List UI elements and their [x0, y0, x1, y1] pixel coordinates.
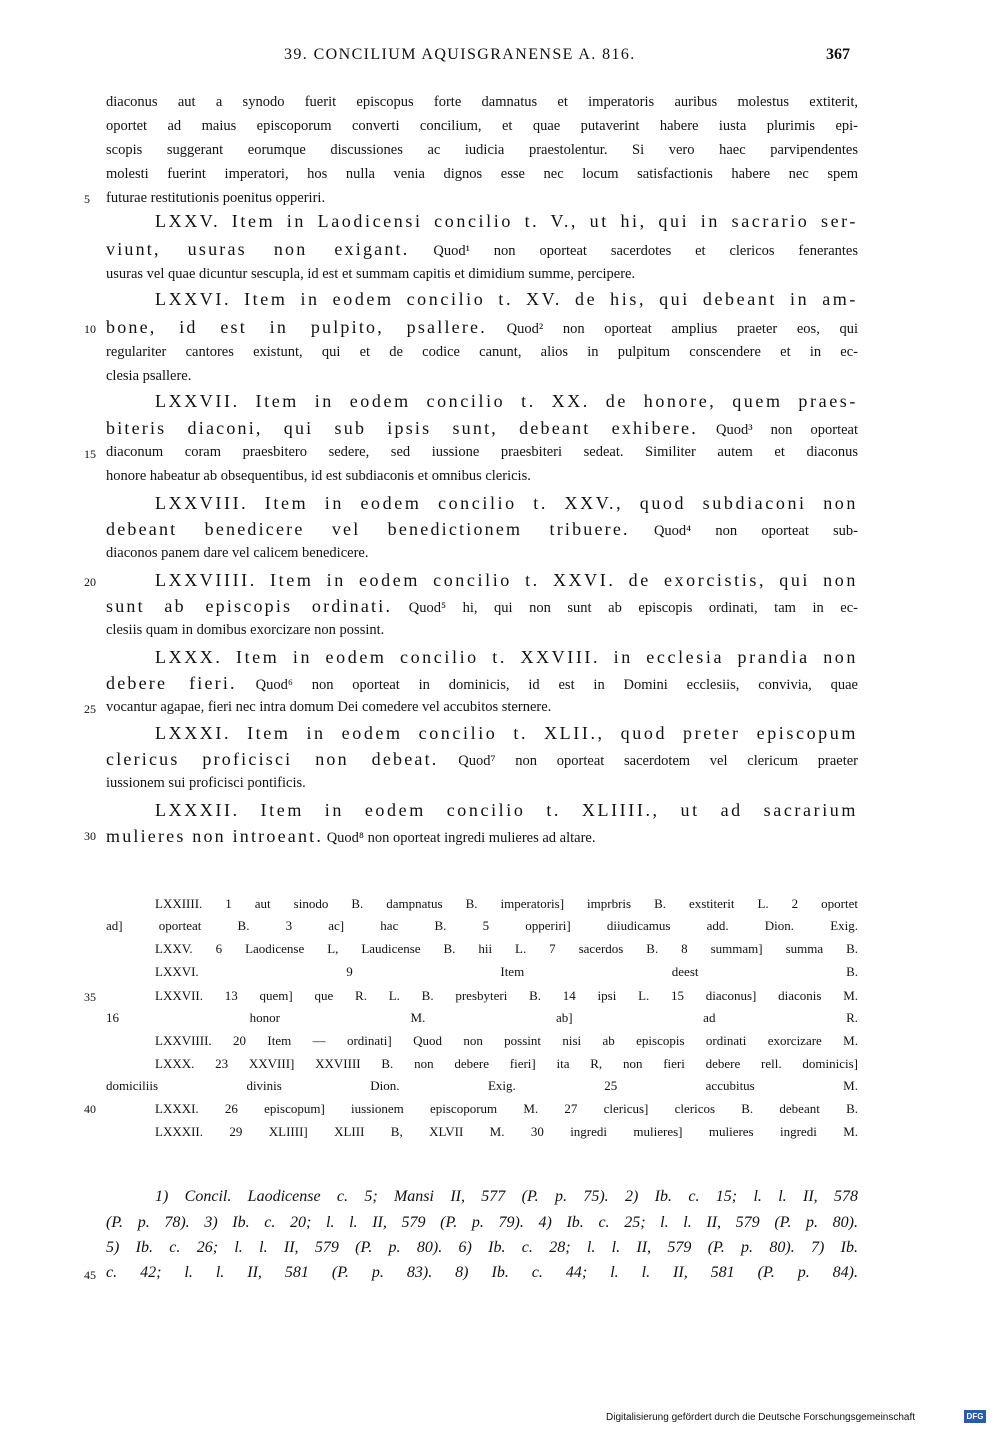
chapter-78-text: Quod⁴ non oporteat sub-	[653, 523, 859, 539]
page-number: 367	[826, 46, 850, 63]
chapter-heading-80: LXXX. Item in eodem concilio t. XXVIII. in ecclesia prandia non	[155, 647, 858, 667]
line-number-20: 20	[84, 575, 96, 589]
chapter-81-text: Quod⁷ non oporteat sacerdotem vel clericum praeter	[458, 753, 858, 769]
chapter-79-line	[106, 596, 858, 617]
chapter-80-text: Quod⁶ non oporteat in dominicis, id est in Domini ecclesiis, convivia, quae	[255, 677, 858, 693]
line-number-15: 15	[84, 447, 96, 461]
chapter-heading-78: LXXVIII. Item in eodem concilio t. XXV., quod subdiaconi non	[155, 493, 858, 513]
line-number-25: 25	[84, 702, 96, 716]
chapter-76-text: Quod² non oporteat amplius praeter eos, qui	[506, 321, 859, 337]
body-line: iussionem sui proficisci pontificis.	[106, 775, 306, 791]
chapter-79-heading-end: sunt ab episcopis ordinati.	[106, 596, 393, 616]
line-number-45: 45	[84, 1268, 96, 1282]
apparatus-line: LXXV. 6 Laodicense L, Laudicense B. hii L. 7 sacerdos B. 8 summam] summa B.	[155, 941, 858, 956]
chapter-77-text: Quod³ non oporteat	[716, 422, 859, 438]
line-number-40: 40	[84, 1102, 96, 1116]
chapter-82-heading-end: mulieres non introeant.	[106, 826, 324, 846]
body-line: clesia psallere.	[106, 368, 192, 384]
footnote-line: 5) Ib. c. 26; l. l. II, 579 (P. p. 80). 6) Ib. c. 28; l. l. II, 579 (P. p. 80). 7) Ib.	[106, 1239, 858, 1256]
body-line: molesti fuerint imperatori, hos nulla venia dignos esse nec locum satisfactionis habere nec spem	[106, 166, 858, 182]
apparatus-line: 16 honor M. ab] ad R.	[106, 1010, 858, 1025]
body-line: clesiis quam in domibus exorcizare non possint.	[106, 622, 385, 638]
chapter-75-heading-end: viunt, usuras non exigant.	[106, 239, 410, 259]
chapter-77-heading-end: biteris diaconi, qui sub ipsis sunt, debeant exhibere.	[106, 418, 698, 438]
footnote-line: (P. p. 78). 3) Ib. c. 20; l. l. II, 579 (P. p. 79). 4) Ib. c. 25; l. l. II, 579 (P. p. 80).	[106, 1214, 858, 1231]
line-number-5: 5	[84, 192, 90, 206]
chapter-heading-75: LXXV. Item in Laodicensi concilio t. V., ut hi, qui in sacrario ser-	[155, 211, 858, 231]
chapter-75-line	[106, 239, 858, 260]
body-line: oportet ad maius episcoporum converti concilium, et quae putaverint habere iusta plurimis epi-	[106, 118, 858, 134]
apparatus-line: LXXVIIII. 20 Item — ordinati] Quod non possint nisi ab episcopis ordinati exorcizare M.	[155, 1033, 858, 1048]
running-head-title: 39. CONCILIUM AQUISGRANENSE A. 816.	[284, 46, 636, 63]
chapter-heading-81: LXXXI. Item in eodem concilio t. XLII., quod preter episcopum	[155, 723, 858, 743]
line-number-10: 10	[84, 322, 96, 336]
chapter-81-heading-end: clericus proficisci non debeat.	[106, 749, 439, 769]
chapter-heading-76: LXXVI. Item in eodem concilio t. XV. de his, qui debeant in am-	[155, 289, 858, 309]
body-line: scopis suggerant eorumque discussiones ac iudicia praestolentur. Si vero haec parvipendentes	[106, 142, 858, 158]
chapter-heading-77: LXXVII. Item in eodem concilio t. XX. de honore, quem praes-	[155, 391, 858, 411]
chapter-81-line	[106, 749, 858, 770]
body-line: regulariter cantores existunt, qui et de codice canunt, alios in pulpitum conscendere et in ec-	[106, 344, 858, 360]
chapter-80-heading-end: debere fieri.	[106, 673, 237, 693]
body-line: diaconum coram praesbitero sedere, sed iussione praesbiteri sedeat. Similiter autem et diaconus	[106, 444, 858, 460]
chapter-76-heading-end: bone, id est in pulpito, psallere.	[106, 317, 487, 337]
apparatus-line: ad] oporteat B. 3 ac] hac B. 5 opperiri] diiudicamus add. Dion. Exig.	[106, 918, 858, 933]
digitization-credit: Digitalisierung gefördert durch die Deutsche Forschungsgemeinschaft	[606, 1412, 916, 1423]
chapter-78-line	[106, 519, 858, 540]
apparatus-line: LXXX. 23 XXVIII] XXVIIII B. non debere fieri] ita R, non fieri debere rell. dominicis]	[155, 1056, 858, 1071]
apparatus-line: LXXVI. 9 Item deest B.	[155, 964, 858, 979]
chapter-heading-79: LXXVIIII. Item in eodem concilio t. XXVI. de exorcistis, qui non	[155, 570, 858, 590]
apparatus-line: LXXIIII. 1 aut sinodo B. dampnatus B. imperatoris] imprbris B. exstiterit L. 2 oportet	[155, 896, 858, 911]
body-line: usuras vel quae dicuntur sescupla, id est et summam capitis et dimidium summe, percipere.	[106, 266, 636, 282]
apparatus-line: LXXXI. 26 episcopum] iussionem episcoporum M. 27 clericus] clericos B. debeant B.	[155, 1101, 858, 1116]
apparatus-line: domiciliis divinis Dion. Exig. 25 accubitus M.	[106, 1078, 858, 1093]
footnote-line: 1) Concil. Laodicense c. 5; Mansi II, 577 (P. p. 75). 2) Ib. c. 15; l. l. II, 578	[155, 1188, 858, 1205]
chapter-75-text: Quod¹ non oporteat sacerdotes et clericos fenerantes	[433, 243, 858, 259]
line-number-30: 30	[84, 829, 96, 843]
chapter-79-text: Quod⁵ hi, qui non sunt ab episcopis ordinati, tam in ec-	[408, 600, 859, 616]
chapter-heading-82: LXXXII. Item in eodem concilio t. XLIIII., ut ad sacrarium	[155, 800, 858, 820]
apparatus-line: LXXXII. 29 XLIIII] XLIII B, XLVII M. 30 ingredi mulieres] mulieres ingredi M.	[155, 1124, 858, 1139]
chapter-78-heading-end: debeant benedicere vel benedictionem tribuere.	[106, 519, 630, 539]
chapter-82-line	[106, 826, 858, 847]
footnote-line: c. 42; l. l. II, 581 (P. p. 83). 8) Ib. c. 44; l. l. II, 581 (P. p. 84).	[106, 1264, 858, 1281]
body-line: diaconus aut a synodo fuerit episcopus forte damnatus et imperatoris auribus molestus extiterit,	[106, 94, 858, 110]
chapter-80-line	[106, 673, 858, 694]
chapter-76-line	[106, 317, 858, 338]
apparatus-line: LXXVII. 13 quem] que R. L. B. presbyteri B. 14 ipsi L. 15 diaconus] diaconis M.	[155, 988, 858, 1003]
dfg-logo: DFG	[964, 1410, 986, 1423]
body-line: diaconos panem dare vel calicem benedicere.	[106, 545, 369, 561]
body-line: honore habeatur ab obsequentibus, id est subdiaconis et omnibus clericis.	[106, 468, 531, 484]
line-number-35: 35	[84, 990, 96, 1004]
body-line: futurae restitutionis poenitus opperiri.	[106, 190, 326, 206]
chapter-77-line	[106, 418, 858, 439]
chapter-82-text: Quod⁸ non oporteat ingredi mulieres ad altare.	[326, 830, 596, 846]
body-line: vocantur agapae, fieri nec intra domum Dei comedere vel accubitos sternere.	[106, 699, 552, 715]
